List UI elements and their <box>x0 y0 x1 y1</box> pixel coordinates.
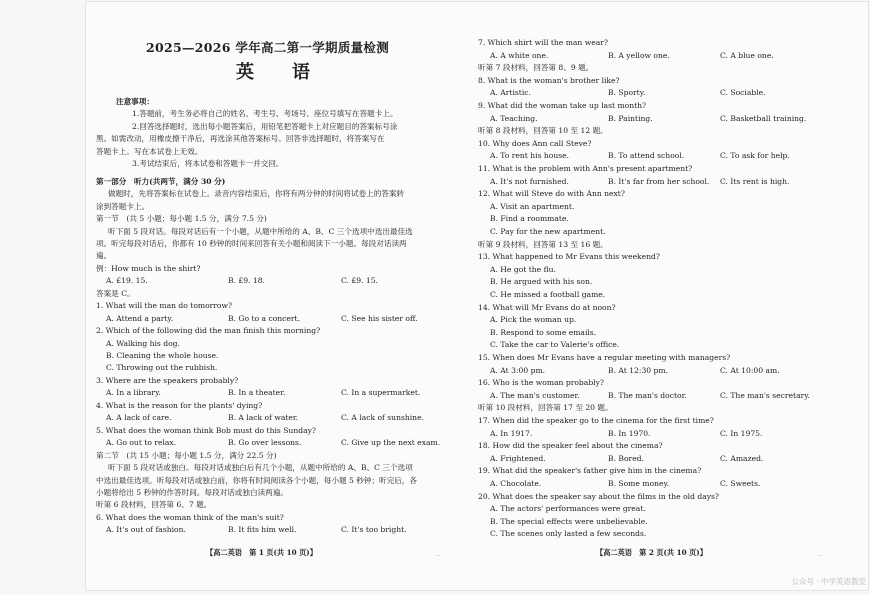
answer-option: B. A lack of water. <box>228 413 299 423</box>
answer-option: A. He got the flu. <box>490 264 556 274</box>
answer-option: C. Amazed. <box>720 453 764 463</box>
question-text: 8. What is the woman's brother like? <box>478 75 620 85</box>
notice-line: 2.回答选择题时，选出每小题答案后，用铅笔把答题卡上对应题目的答案标号涂 <box>132 121 398 131</box>
page-mark: .. <box>818 551 822 558</box>
answer-option: C. A blue one. <box>720 50 774 60</box>
question-text: 1. What will the man do tomorrow? <box>96 301 233 311</box>
section2-intro-line: 中选出最佳选项。听每段对话或独白前，你将有时间阅读各个小题，每小题 5 秒钟；听完后，各 <box>96 475 417 485</box>
page-footer: 【高二英语 第 1 页(共 10 页)】 <box>206 548 317 557</box>
answer-option: C. Pay for the new apartment. <box>490 227 606 236</box>
answer-option: A. It's out of fashion. <box>106 525 186 535</box>
answer-option: A. Teaching. <box>490 113 538 123</box>
question-text: 18. How did the speaker feel about the cinema? <box>478 441 663 451</box>
question-text: 13. What happened to Mr Evans this weekend? <box>478 252 660 262</box>
answer-option: B. Go over lessons. <box>228 438 302 448</box>
answer-option: A. At 3:00 pm. <box>490 365 546 375</box>
example-option: C. £9. 15. <box>341 276 378 286</box>
material-note: 听第 8 段材料，回答第 10 至 12 题。 <box>478 126 608 136</box>
answer-option: A. Pick the woman up. <box>490 315 577 325</box>
answer-option: A. The actors' performances were great. <box>490 504 646 514</box>
answer-option: B. To attend school. <box>608 151 685 161</box>
answer-option: B. Cleaning the whole house. <box>106 351 219 360</box>
question-text: 10. Why does Ann call Steve? <box>478 138 592 148</box>
notice-line: 黑。如需改动，用橡皮擦干净后，再选涂其他答案标号。回答非选择题时，将答案写在 <box>96 134 385 144</box>
answer-option: A. It's not furnished. <box>490 176 569 186</box>
answer-option: C. He missed a football game. <box>490 290 606 299</box>
answer-option: B. It's far from her school. <box>608 176 710 186</box>
answer-option: B. Painting. <box>608 113 653 123</box>
answer-option: C. Sociable. <box>720 88 766 98</box>
part-intro-line: 做题时，先将答案标在试卷上。录音内容结束后，你将有两分钟的时间将试卷上的答案转 <box>108 189 405 199</box>
answer-option: A. Attend a party. <box>106 313 174 323</box>
answer-option: B. Some money. <box>608 479 670 488</box>
answer-option: B. It fits him well. <box>228 525 297 535</box>
exam-title: 2025—2026 学年高二第一学期质量检测 <box>146 40 390 55</box>
answer-option: C. See his sister off. <box>341 313 418 323</box>
answer-option: A. Frightened. <box>490 453 546 463</box>
answer-option: A. In 1917. <box>490 428 533 438</box>
page-footer: 【高二英语 第 2 页(共 10 页)】 <box>596 548 707 557</box>
exam-sheet <box>86 2 868 590</box>
answer-option: A. A white one. <box>490 50 549 60</box>
example-option: B. £9. 18. <box>228 276 265 286</box>
example-answer: 答案是 C。 <box>96 288 135 298</box>
answer-option: B. In a theater. <box>228 388 286 398</box>
answer-option: C. To ask for help. <box>720 151 790 161</box>
answer-option: C. Its rent is high. <box>720 176 790 186</box>
question-text: 5. What does the woman think Bob must do this Sunday? <box>96 425 316 435</box>
question-text: 16. Who is the woman probably? <box>478 378 604 388</box>
material-note: 听第 7 段材料，回答第 8、9 题。 <box>478 63 594 73</box>
answer-option: C. Sweets. <box>720 479 761 488</box>
question-text: 6. What does the woman think of the man's suit? <box>96 512 284 522</box>
question-text: 11. What is the problem with Ann's present apartment? <box>478 164 693 173</box>
answer-option: B. Go to a concert. <box>228 313 300 323</box>
answer-option: A. Visit an apartment. <box>490 201 575 211</box>
answer-option: C. In 1975. <box>720 428 763 438</box>
page-mark: .. <box>436 551 440 558</box>
answer-option: B. At 12:30 pm. <box>608 365 668 375</box>
answer-option: A. A lack of care. <box>106 413 172 423</box>
question-text: 2. Which of the following did the man finish this morning? <box>96 326 321 336</box>
notice-heading: 注意事项： <box>116 97 154 106</box>
question-text: 14. What will Mr Evans do at noon? <box>478 302 616 312</box>
section1-intro-line: 项。听完每段对话后，你都有 10 秒钟的时间来回答有关小题和阅读下一小题。每段对话读两 <box>96 238 407 248</box>
notice-line: 答题卡上。写在本试卷上无效。 <box>96 146 203 156</box>
question-text: 20. What does the speaker say about the films in the old days? <box>478 491 719 501</box>
question-text: 9. What did the woman take up last month? <box>478 101 647 110</box>
question-text: 19. What did the speaker's father give him in the cinema? <box>478 466 702 476</box>
answer-option: C. It's too bright. <box>341 525 407 535</box>
notice-line: 3.考试结束后，将本试卷和答题卡一并交回。 <box>132 159 284 169</box>
answer-option: A. Go out to relax. <box>106 438 177 448</box>
part-heading: 第一部分 听力(共两节，满分 30 分) <box>96 176 226 186</box>
section1-intro-line: 遍。 <box>96 251 112 261</box>
answer-option: B. A yellow one. <box>608 50 670 60</box>
material-note: 听第 9 段材料，回答第 13 至 16 题。 <box>478 239 608 249</box>
answer-option: B. Sporty. <box>608 88 646 98</box>
answer-option: C. At 10:00 am. <box>720 365 780 375</box>
question-text: 3. Where are the speakers probably? <box>96 375 239 385</box>
material-note: 听第 10 段材料，回答第 17 至 20 题。 <box>478 403 613 413</box>
question-text: 15. When does Mr Evans have a regular meeting with managers? <box>478 353 731 362</box>
answer-option: C. The scenes only lasted a few seconds. <box>490 529 647 539</box>
answer-option: A. Chocolate. <box>490 479 542 488</box>
answer-option: C. In a supermarket. <box>341 388 421 398</box>
answer-option: C. Take the car to Valerie's office. <box>490 340 620 350</box>
section1-heading: 第一节 (共 5 小题；每小题 1.5 分，满分 7.5 分) <box>96 214 267 224</box>
answer-option: B. He argued with his son. <box>490 277 593 287</box>
subject-title: 英 语 <box>236 62 320 83</box>
example-option: A. £19. 15. <box>106 276 148 286</box>
notice-line: 1.答题前，考生务必将自己的姓名、考生号、考场号、座位号填写在答题卡上。 <box>132 109 398 119</box>
answer-option: C. A lack of sunshine. <box>341 413 424 423</box>
answer-option: C. The man's secretary. <box>720 390 810 400</box>
answer-option: A. To rent his house. <box>490 151 570 161</box>
answer-option: C. Throwing out the rubbish. <box>106 363 218 373</box>
answer-option: C. Give up the next exam. <box>341 438 441 448</box>
example-question: 例：How much is the shirt? <box>96 263 201 273</box>
section2-intro-line: 小题将给出 5 秒钟的作答时间。每段对话或独白读两遍。 <box>96 487 288 497</box>
answer-option: B. The man's doctor. <box>608 390 687 400</box>
answer-option: B. Find a roommate. <box>490 214 569 224</box>
answer-option: B. Respond to some emails. <box>490 327 597 337</box>
question-text: 4. What is the reason for the plants' dying? <box>96 400 263 410</box>
answer-option: A. Artistic. <box>490 88 531 98</box>
material-note: 听第 6 段材料，回答第 6、7 题。 <box>96 500 212 510</box>
answer-option: A. The man's customer. <box>490 390 580 400</box>
question-text: 17. When did the speaker go to the cinema for the first time? <box>478 416 714 425</box>
section2-intro-line: 听下面 5 段对话或独白。每段对话或独白后有几个小题，从题中所给的 A、B、C 三个选项 <box>108 463 413 473</box>
answer-option: A. In a library. <box>106 388 161 398</box>
question-text: 12. What will Steve do with Ann next? <box>478 189 625 199</box>
answer-option: B. The special effects were unbelievable. <box>490 516 648 526</box>
question-text: 7. Which shirt will the man wear? <box>478 38 608 47</box>
answer-option: C. Basketball training. <box>720 113 807 123</box>
answer-option: A. Walking his dog. <box>106 338 180 348</box>
answer-option: B. In 1970. <box>608 428 651 438</box>
section1-intro-line: 听下面 5 段对话。每段对话后有一个小题，从题中所给的 A、B、C 三个选项中选出最佳选 <box>108 226 413 236</box>
watermark: 公众号 · 中学英语教室 <box>791 577 866 586</box>
answer-option: B. Bored. <box>608 453 644 463</box>
section2-heading: 第二节 (共 15 小题；每小题 1.5 分，满分 22.5 分) <box>96 450 277 460</box>
part-intro-line: 涂到答题卡上。 <box>96 201 150 211</box>
